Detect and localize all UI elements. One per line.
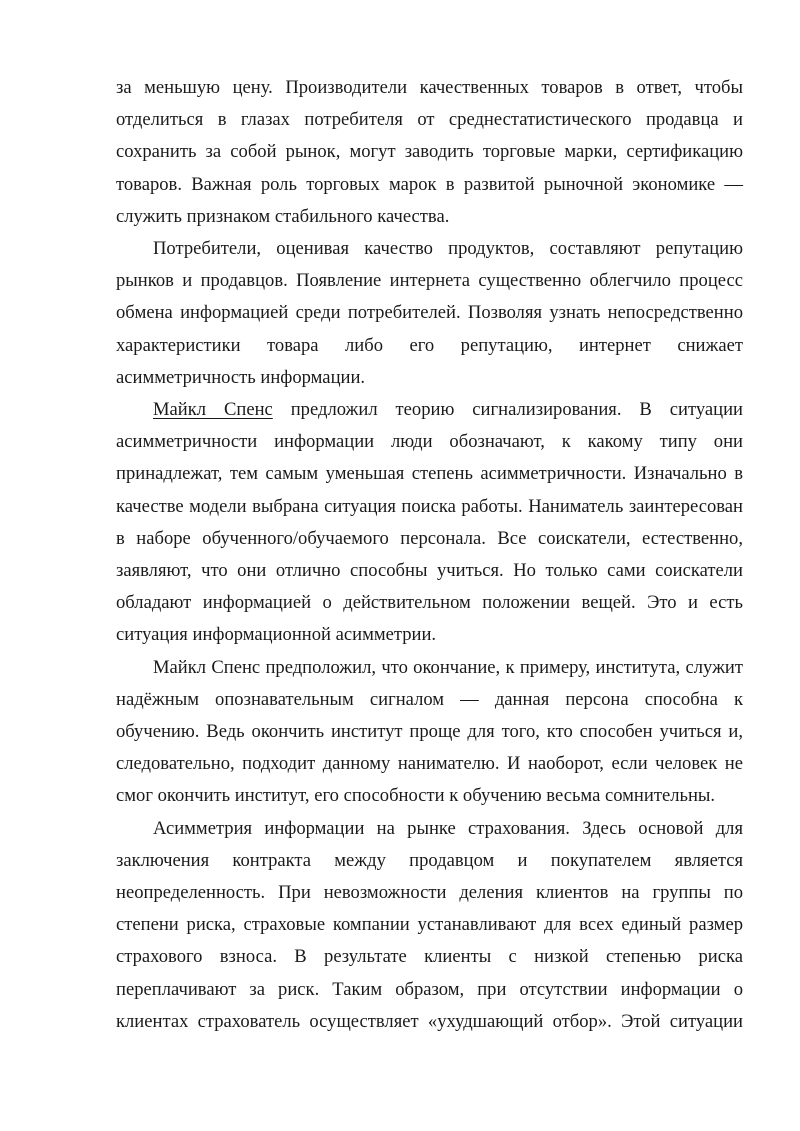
paragraph-3-text: предложил теорию сигнализирования. В ситуации асимметричности информации люди обозначают, к какому типу они принадлежат, тем самым уменьшая степень асимметричности. Изначально в качестве модели выбрана ситуация поиска работы. Наниматель заинтересован в наборе обученного/обучаемого персонала. Все соискатели, естественно, заявляют, что они отлично способны учиться. Но только сами соискатели обладают информацией о действительном положении вещей. Это и есть ситуация информационной асимметрии. [116,399,743,646]
hyperlink-spence[interactable]: Майкл Спенс [153,399,273,421]
paragraph-1 [116,72,743,233]
paragraph-5-text: Асимметрия информации на рынке страхования. Здесь основой для заключения контракта между продавцом и покупателем является неопределенность. При невозможности деления клиентов на группы по степени риска, страховые компании устанавливают для всех единый размер страхового взноса. В результате клиенты с низкой степенью риска переплачивают за риск. Таким образом, при отсутствии информации о клиентах страхователь осуществляет «ухудшающий отбор». Этой ситуации [116,817,743,1032]
paragraph-5 [116,813,743,1038]
paragraph-3 [116,394,743,652]
paragraph-4-text: Майкл Спенс предположил, что окончание, к примеру, института, служит надёжным опознавательным сигналом — данная персона способна к обучению. Ведь окончить институт проще для того, кто способен учиться и, следовательно, подходит данному нанимателю. И наоборот, если человек не смог окончить институт, его способности к обучению весьма сомнительны. [116,656,743,807]
paragraph-4 [116,652,743,813]
paragraph-2-text: Потребители, оценивая качество продуктов, составляют репутацию рынков и продавцов. Появление интернета существенно облегчило процесс обмена информацией среди потребителей. Позволяя узнать непосредственно характеристики товара либо его репутацию, интернет снижает асимметричность информации. [116,238,743,388]
paragraph-1-text: за меньшую цену. Производители качественных товаров в ответ, чтобы отделиться в глазах потребителя от среднестатистического продавца и сохранить за собой рынок, могут заводить торговые марки, сертификацию товаров. Важная роль торговых марок в развитой рыночной экономике — служить признаком стабильного качества. [116,77,743,227]
document-page [116,72,743,1038]
paragraph-2 [116,233,743,394]
